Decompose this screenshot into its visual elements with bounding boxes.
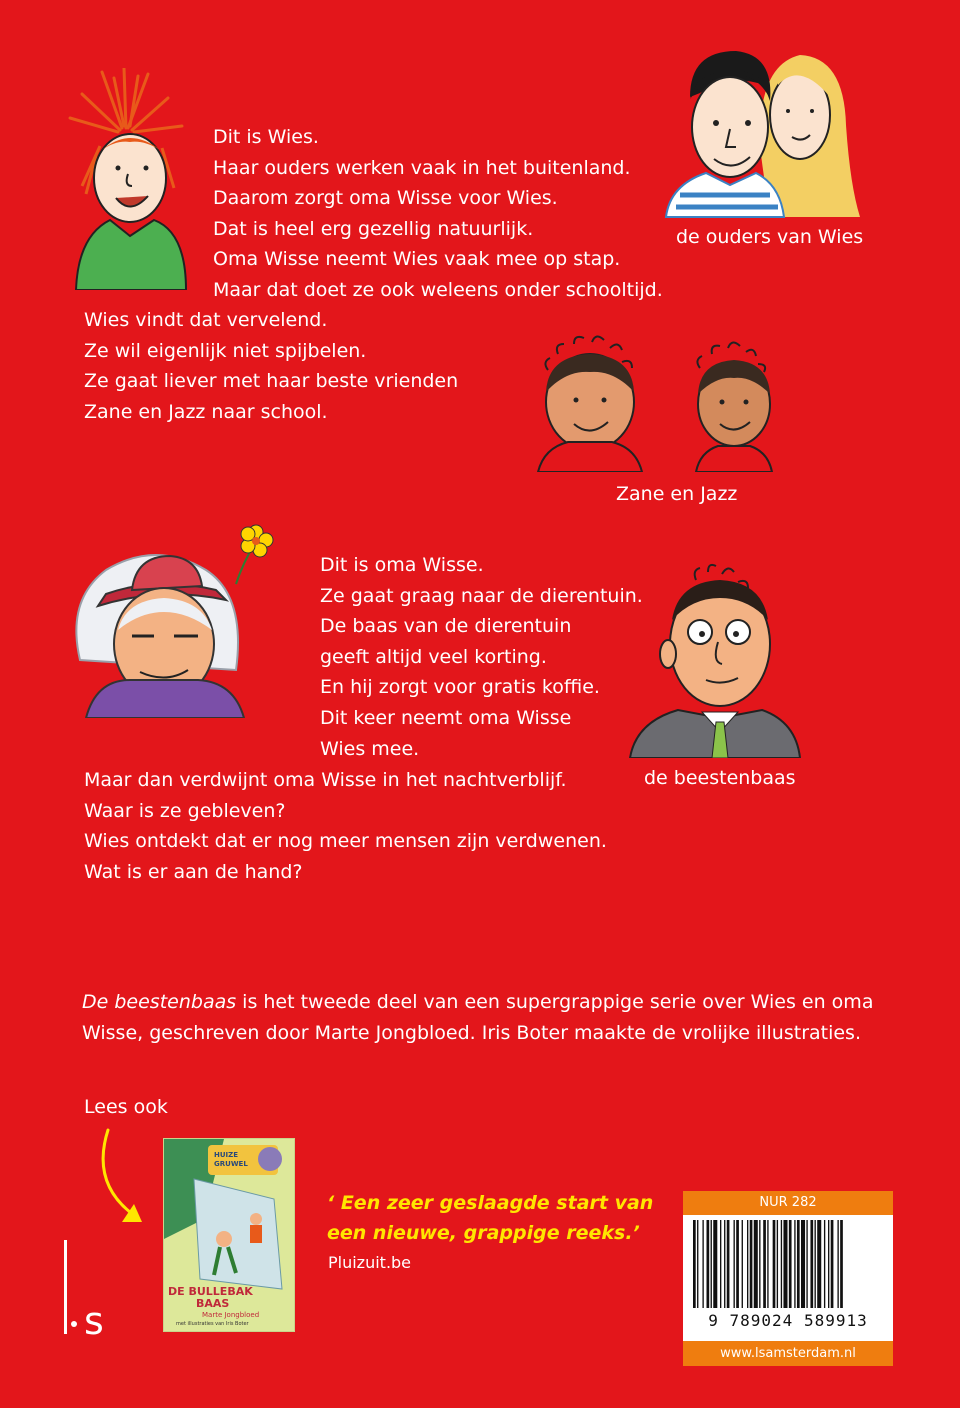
barcode-bar <box>828 1220 829 1308</box>
barcode-bar <box>697 1220 698 1308</box>
barcode-panel <box>683 1191 893 1366</box>
barcode-bar <box>810 1220 813 1308</box>
quote-line: ‘ Een zeer geslaagde start van <box>327 1192 654 1214</box>
text-line: Wies mee. <box>320 737 420 760</box>
beestenbaas-illustration <box>626 562 802 758</box>
barcode-bar <box>806 1220 807 1308</box>
barcode-bar <box>831 1220 834 1308</box>
text-line: Ze gaat liever met haar beste vrienden <box>84 370 459 393</box>
text-line: Zane en Jazz naar school. <box>84 400 328 423</box>
blurb-title: De beestenbaas <box>82 991 237 1013</box>
barcode-bar <box>759 1220 760 1308</box>
curved-arrow-icon <box>92 1126 162 1236</box>
lees-ook-label: Lees ook <box>84 1096 168 1118</box>
text-line: Ze wil eigenlijk niet spijbelen. <box>84 339 367 362</box>
text-line: geeft altijd veel korting. <box>320 645 547 668</box>
barcode-bar <box>789 1220 792 1308</box>
section1-text-cont <box>84 305 458 427</box>
text-line: Wies vindt dat vervelend. <box>84 309 328 331</box>
text-line: Ze gaat graag naar de dierentuin. <box>320 584 643 607</box>
barcode-bar <box>817 1220 821 1308</box>
text-line: Wat is er aan de hand? <box>84 860 303 883</box>
isbn-digits: 9 789024 589913 <box>708 1311 868 1330</box>
svg-text:s: s <box>84 1299 104 1338</box>
barcode-bar <box>713 1220 717 1308</box>
section2-text-cont <box>84 765 607 887</box>
blurb-text: is het tweede deel van een supergrappige serie over Wies en oma Wisse, geschreven door Marte Jongbloed. Iris Boter maakte de vrolijke illustraties. <box>82 991 874 1044</box>
quote-source: Pluizuit.be <box>328 1253 412 1272</box>
barcode-bar <box>797 1220 800 1308</box>
text-line: Wies ontdekt dat er nog meer mensen zijn verdwenen. <box>84 830 607 853</box>
text-line: Haar ouders werken vaak in het buitenland. <box>213 156 631 179</box>
text-line: Maar dat doet ze ook weleens onder schooltijd. <box>213 278 663 301</box>
barcode-bar <box>727 1220 730 1308</box>
barcode-bar <box>777 1220 778 1308</box>
barcode-bar <box>747 1220 748 1308</box>
text-line: De baas van de dierentuin <box>320 615 572 638</box>
barcode <box>693 1220 883 1312</box>
barcode-bar <box>750 1220 753 1308</box>
text-line: Oma Wisse neemt Wies vaak mee op stap. <box>213 248 621 271</box>
publisher-logo <box>62 1238 132 1338</box>
barcode-bar <box>824 1220 825 1308</box>
publisher-website: www.lsamsterdam.nl <box>683 1341 893 1366</box>
barcode-bar <box>693 1220 696 1308</box>
book-series: HUIZE GRUWEL <box>214 1151 248 1168</box>
text-line: Dit keer neemt oma Wisse <box>320 706 572 729</box>
quote-line: een nieuwe, grappige reeks.’ <box>327 1222 640 1244</box>
text-line: Dit is oma Wisse. <box>320 554 484 576</box>
barcode-bar <box>702 1220 703 1308</box>
text-line: Maar dan verdwijnt oma Wisse in het nachtverblijf. <box>84 769 567 791</box>
barcode-bar <box>736 1220 739 1308</box>
barcode-bar <box>794 1220 795 1308</box>
barcode-bar <box>801 1220 805 1308</box>
book-illustrator: met illustraties van Iris Boter <box>176 1321 249 1327</box>
text-line: Dat is heel erg gezellig natuurlijk. <box>213 217 534 240</box>
barcode-bar <box>742 1220 743 1308</box>
blurb <box>82 987 882 1049</box>
barcode-bar <box>724 1220 725 1308</box>
caption-boss: de beestenbaas <box>644 767 796 789</box>
book-title-line2: BAAS <box>196 1297 230 1310</box>
barcode-bar <box>707 1220 710 1308</box>
parents-illustration <box>660 45 870 220</box>
oma-wisse-illustration <box>66 520 298 718</box>
wies-illustration <box>62 68 197 290</box>
section2-text <box>320 550 643 764</box>
barcode-bar <box>734 1220 735 1308</box>
text-line: Dit is Wies. <box>213 126 319 148</box>
barcode-bar <box>754 1220 758 1308</box>
barcode-bar <box>720 1220 721 1308</box>
barcode-bar <box>767 1220 768 1308</box>
barcode-bar <box>781 1220 782 1308</box>
book-title-line1: DE BULLEBAK <box>168 1285 253 1298</box>
barcode-bar <box>773 1220 776 1308</box>
book-author: Marte Jongbloed <box>202 1311 260 1319</box>
barcode-bar <box>783 1220 787 1308</box>
barcode-bar <box>837 1220 838 1308</box>
barcode-bar <box>711 1220 712 1308</box>
barcode-bar <box>840 1220 843 1308</box>
text-line: Waar is ze gebleven? <box>84 799 286 822</box>
text-line: Daarom zorgt oma Wisse voor Wies. <box>213 187 558 210</box>
caption-parents: de ouders van Wies <box>676 226 864 248</box>
text-line: En hij zorgt voor gratis koffie. <box>320 676 600 699</box>
friends-illustration <box>528 330 788 472</box>
review-quote <box>327 1188 653 1248</box>
book-cover-thumbnail[interactable] <box>163 1138 295 1332</box>
nur-code: NUR 282 <box>683 1191 893 1215</box>
caption-friends: Zane en Jazz <box>616 483 738 505</box>
barcode-bar <box>763 1220 766 1308</box>
section1-text <box>213 122 663 306</box>
barcode-bar <box>815 1220 816 1308</box>
